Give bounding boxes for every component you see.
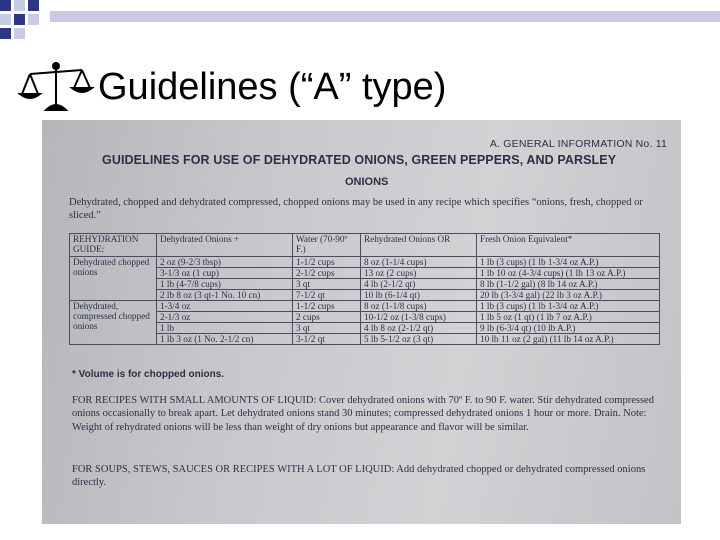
table-cell: 2 oz (9-2/3 tbsp) xyxy=(157,257,293,268)
instructions-large-liquid: FOR SOUPS, STEWS, SAUCES OR RECIPES WITH A LOT OF LIQUID: Add dehydrated chopped or dehydrated compressed onions directly. xyxy=(72,464,646,489)
table-cell: 8 oz (1-1/4 cups) xyxy=(361,257,477,268)
table-header-row xyxy=(70,234,660,257)
table-cell: 1-3/4 oz xyxy=(157,301,293,312)
table-row xyxy=(70,290,660,301)
table-row xyxy=(70,301,660,312)
table-cell: 7-1/2 qt xyxy=(293,290,361,301)
header-bar xyxy=(50,11,720,22)
table-cell: 3 qt xyxy=(293,323,361,334)
table-cell: 1 lb (3 cups) (1 lb 1-3/4 oz A.P.) xyxy=(477,257,660,268)
table-row xyxy=(70,323,660,334)
corner-square xyxy=(28,0,39,11)
table-cell: 9 lb (6-3/4 qt) (10 lb A.P.) xyxy=(477,323,660,334)
table-cell: 2 lb 8 oz (3 qt-1 No. 10 cn) xyxy=(157,290,293,301)
document-reference: A. GENERAL INFORMATION No. 11 xyxy=(489,138,667,150)
table-cell: 1 lb 10 oz (4-3/4 cups) (1 lb 13 oz A.P.) xyxy=(477,268,660,279)
slide-corner-decoration xyxy=(0,0,720,40)
table-cell: 1 lb 5 oz (1 qt) (1 lb 7 oz A.P.) xyxy=(477,312,660,323)
corner-square xyxy=(14,0,25,11)
table-cell: 13 oz (2 cups) xyxy=(361,268,477,279)
table-cell: 3-1/3 oz (1 cup) xyxy=(157,268,293,279)
document-subheading: ONIONS xyxy=(345,176,389,188)
table-cell: 10 lb 11 oz (2 gal) (11 lb 14 oz A.P.) xyxy=(477,334,660,345)
table-row xyxy=(70,279,660,290)
corner-square xyxy=(28,14,39,25)
table-row xyxy=(70,257,660,268)
table-cell: 4 lb (2-1/2 qt) xyxy=(361,279,477,290)
table-cell: 8 oz (1-1/8 cups) xyxy=(361,301,477,312)
table-cell: 10 lb (6-1/4 qt) xyxy=(361,290,477,301)
instructions-small-liquid: FOR RECIPES WITH SMALL AMOUNTS OF LIQUID: Cover dehydrated onions with 70º F. to 90 F. water. Stir dehydrated compressed onions occasionally to break apart. Let dehydrated onions stand 30 minutes; compressed dehydrated onions 1 hour or more. Drain. Note: Weight of rehydrated onions will be less than weight of dry onions but appearance and flavor will be similar. xyxy=(72,395,654,433)
corner-square xyxy=(0,0,11,11)
table-cell: 1 lb xyxy=(157,323,293,334)
document-heading: GUIDELINES FOR USE OF DEHYDRATED ONIONS, GREEN PEPPERS, AND PARSLEY xyxy=(102,153,617,167)
table-row xyxy=(70,334,660,345)
table-cell: 4 lb 8 oz (2-1/2 qt) xyxy=(361,323,477,334)
table-row xyxy=(70,268,660,279)
table-cell: 2 cups xyxy=(293,312,361,323)
table-cell: 3 qt xyxy=(293,279,361,290)
table-header: Fresh Onion Equivalent* xyxy=(477,234,660,257)
table-cell: 1 lb (4-7/8 cups) xyxy=(157,279,293,290)
table-header: Water (70-90º F.) xyxy=(293,234,361,257)
corner-square xyxy=(14,14,25,25)
table-cell: 2-1/2 cups xyxy=(293,268,361,279)
table-cell: 5 lb 5-1/2 oz (3 qt) xyxy=(361,334,477,345)
table-cell: 3-1/2 qt xyxy=(293,334,361,345)
slide-title: Guidelines (“A” type) xyxy=(98,66,447,108)
corner-square xyxy=(0,14,11,25)
table-header: Rehydrated Onions OR xyxy=(361,234,477,257)
table-cell: 10-1/2 oz (1-3/8 cups) xyxy=(361,312,477,323)
table-footnote: * Volume is for chopped onions. xyxy=(72,369,225,380)
table-cell: 1 lb 3 oz (1 No. 2-1/2 cn) xyxy=(157,334,293,345)
scales-icon xyxy=(16,60,96,114)
table-cell: 1 lb (3 cups) (1 lb 1-3/4 oz A.P.) xyxy=(477,301,660,312)
document-intro: Dehydrated, chopped and dehydrated compressed, chopped onions may be used in any recipe which specifies “onions, fresh, chopped or sliced.” xyxy=(69,197,643,221)
table-row xyxy=(70,312,660,323)
corner-square xyxy=(14,28,25,39)
table-cell: 1-1/2 cups xyxy=(293,257,361,268)
table-group-label: Dehydrated, compressed chopped onions xyxy=(70,301,157,345)
table-group-label: Dehydrated chopped onions xyxy=(70,257,157,301)
table-cell: 20 lb (3-3/4 gal) (22 lb 3 oz A.P.) xyxy=(477,290,660,301)
table-header: Dehydrated Onions + xyxy=(157,234,293,257)
rehydration-table xyxy=(69,233,660,345)
table-cell: 1-1/2 cups xyxy=(293,301,361,312)
table-cell: 2-1/3 oz xyxy=(157,312,293,323)
corner-square xyxy=(0,28,11,39)
document-photo xyxy=(42,120,681,524)
table-header: REHYDRATION GUIDE: xyxy=(70,234,157,257)
table-cell: 8 lb (1-1/2 gal) (8 lb 14 oz A.P.) xyxy=(477,279,660,290)
